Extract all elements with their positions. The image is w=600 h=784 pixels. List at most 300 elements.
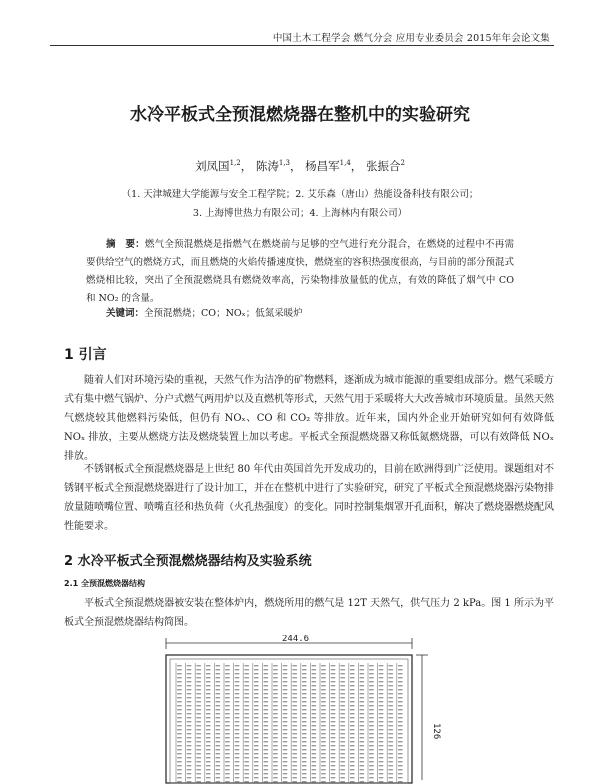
flame-port xyxy=(225,737,230,738)
flame-port xyxy=(254,713,259,714)
flame-port xyxy=(283,697,288,698)
flame-port xyxy=(244,749,249,750)
flame-port xyxy=(283,749,288,750)
flame-port xyxy=(235,781,240,782)
flame-port xyxy=(235,717,240,718)
flame-port xyxy=(264,721,269,722)
flame-port xyxy=(360,721,365,722)
flame-port xyxy=(187,769,192,770)
flame-port xyxy=(350,741,355,742)
flame-port xyxy=(369,777,374,778)
flame-port xyxy=(216,729,221,730)
author-2: 陈涛$^{1,3}$ xyxy=(255,159,290,173)
flame-port xyxy=(206,761,211,762)
flame-port xyxy=(321,689,326,690)
flame-port xyxy=(273,769,278,770)
flame-port xyxy=(398,765,403,766)
flame-port xyxy=(369,689,374,690)
flame-port xyxy=(235,677,240,678)
flame-port xyxy=(283,673,288,674)
flame-port xyxy=(273,697,278,698)
flame-port xyxy=(379,665,384,666)
flame-port xyxy=(312,697,317,698)
flame-port xyxy=(369,693,374,694)
flame-port xyxy=(379,705,384,706)
flame-port xyxy=(244,685,249,686)
flame-port-column xyxy=(387,663,393,783)
flame-port xyxy=(206,777,211,778)
flame-port xyxy=(388,721,393,722)
flame-port xyxy=(388,757,393,758)
flame-port xyxy=(244,753,249,754)
flame-port xyxy=(321,781,326,782)
flame-port xyxy=(340,769,345,770)
flame-port xyxy=(264,681,269,682)
flame-port xyxy=(292,689,297,690)
flame-port xyxy=(350,705,355,706)
flame-port xyxy=(244,733,249,734)
flame-port xyxy=(254,753,259,754)
flame-port xyxy=(196,773,201,774)
flame-port xyxy=(340,713,345,714)
flame-port xyxy=(254,693,259,694)
flame-port xyxy=(379,773,384,774)
flame-port xyxy=(302,705,307,706)
author-1: 刘凤国$^{1,2}$ xyxy=(195,159,241,173)
flame-port xyxy=(379,669,384,670)
flame-port xyxy=(398,769,403,770)
flame-port xyxy=(225,757,230,758)
flame-port xyxy=(187,705,192,706)
flame-port xyxy=(340,773,345,774)
flame-port xyxy=(283,709,288,710)
flame-port xyxy=(254,701,259,702)
flame-port xyxy=(187,693,192,694)
flame-port xyxy=(369,705,374,706)
flame-port xyxy=(369,673,374,674)
flame-port xyxy=(177,669,182,670)
flame-port xyxy=(235,741,240,742)
flame-port xyxy=(273,761,278,762)
flame-port xyxy=(379,733,384,734)
flame-port xyxy=(206,733,211,734)
flame-port xyxy=(177,729,182,730)
flame-port xyxy=(398,697,403,698)
flame-port xyxy=(340,685,345,686)
flame-port xyxy=(216,701,221,702)
flame-port xyxy=(196,741,201,742)
flame-port xyxy=(360,745,365,746)
section-1-heading: 1 引言 xyxy=(64,347,107,363)
flame-port xyxy=(264,741,269,742)
flame-port xyxy=(379,769,384,770)
flame-port-column xyxy=(339,663,345,783)
flame-port xyxy=(388,681,393,682)
flame-port xyxy=(340,741,345,742)
flame-port xyxy=(388,669,393,670)
flame-port xyxy=(196,665,201,666)
flame-port xyxy=(187,753,192,754)
flame-port xyxy=(331,729,336,730)
flame-port xyxy=(292,681,297,682)
flame-port xyxy=(369,721,374,722)
flame-port xyxy=(196,729,201,730)
flame-port xyxy=(350,765,355,766)
flame-port xyxy=(360,669,365,670)
flame-port xyxy=(302,733,307,734)
flame-port xyxy=(350,665,355,666)
flame-port xyxy=(331,761,336,762)
flame-port xyxy=(264,745,269,746)
flame-port xyxy=(340,693,345,694)
flame-port xyxy=(196,761,201,762)
flame-port xyxy=(177,673,182,674)
flame-port xyxy=(398,705,403,706)
flame-port xyxy=(292,741,297,742)
flame-port xyxy=(216,721,221,722)
flame-port xyxy=(292,717,297,718)
flame-port xyxy=(292,705,297,706)
flame-port xyxy=(283,689,288,690)
flame-port xyxy=(206,669,211,670)
flame-port-column xyxy=(176,663,182,783)
flame-port xyxy=(225,713,230,714)
flame-port xyxy=(264,717,269,718)
flame-port xyxy=(292,665,297,666)
flame-port xyxy=(273,729,278,730)
flame-port xyxy=(264,733,269,734)
author-list: 刘凤国$^{1,2}$， 陈涛$^{1,3}$， 杨昌军$^{1,4}$， 张振合$^2$ xyxy=(195,159,405,173)
flame-port xyxy=(187,725,192,726)
flame-port xyxy=(292,765,297,766)
flame-port xyxy=(321,753,326,754)
flame-port xyxy=(177,721,182,722)
flame-port xyxy=(369,717,374,718)
flame-port xyxy=(206,713,211,714)
flame-port xyxy=(225,689,230,690)
flame-port xyxy=(235,769,240,770)
flame-port xyxy=(302,681,307,682)
flame-port xyxy=(216,693,221,694)
flame-port xyxy=(206,737,211,738)
flame-port xyxy=(283,665,288,666)
flame-port xyxy=(187,717,192,718)
flame-port xyxy=(244,665,249,666)
flame-port xyxy=(235,681,240,682)
flame-port-column xyxy=(378,663,384,783)
paper-title: 水冷平板式全预混燃烧器在整机中的实验研究 xyxy=(130,105,470,125)
flame-port-column xyxy=(320,663,326,783)
flame-port xyxy=(321,733,326,734)
flame-port xyxy=(196,745,201,746)
flame-port xyxy=(312,745,317,746)
flame-port xyxy=(254,725,259,726)
flame-port xyxy=(312,737,317,738)
flame-port xyxy=(225,725,230,726)
flame-port xyxy=(340,749,345,750)
flame-port xyxy=(187,733,192,734)
width-dimension-label: 244.6 xyxy=(282,635,310,644)
flame-port xyxy=(187,749,192,750)
flame-port xyxy=(360,725,365,726)
flame-port xyxy=(360,705,365,706)
flame-port xyxy=(177,681,182,682)
flame-port xyxy=(340,697,345,698)
flame-port xyxy=(388,733,393,734)
flame-port xyxy=(388,685,393,686)
flame-port xyxy=(302,665,307,666)
flame-port-column xyxy=(205,663,211,783)
flame-port xyxy=(350,673,355,674)
flame-port xyxy=(360,701,365,702)
flame-port xyxy=(388,741,393,742)
affiliations-line-1: （1. 天津城建大学能源与安全工程学院；2. 艾乐森（唐山）热能设备科技有限公司； xyxy=(121,189,479,200)
flame-port xyxy=(264,677,269,678)
flame-port xyxy=(350,769,355,770)
flame-port xyxy=(254,777,259,778)
flame-port xyxy=(398,677,403,678)
flame-port xyxy=(388,729,393,730)
flame-port xyxy=(321,693,326,694)
flame-port xyxy=(331,781,336,782)
flame-port xyxy=(388,777,393,778)
flame-port xyxy=(292,721,297,722)
flame-port xyxy=(244,725,249,726)
flame-port xyxy=(360,765,365,766)
flame-port xyxy=(292,709,297,710)
flame-port xyxy=(292,757,297,758)
flame-port xyxy=(369,761,374,762)
section-1-paragraph-2: 不锈钢板式全预混燃烧器是上世纪 80 年代由英国首先开发成功的，目前在欧洲得到广泛使用。课题组对不锈钢平板式全预混燃烧器进行了设计加工，并在在整机中进行了实验研究，研究了平板式全预混燃烧器污染物排放量随喷嘴位置、喷嘴直径和热负荷（火孔热强度）的变化。同时控制集烟罩开孔面积，解决了燃烧器燃烧配风性能要求。 xyxy=(64,464,554,532)
flame-port xyxy=(398,737,403,738)
flame-port xyxy=(283,701,288,702)
author-4: 张振合$^2$ xyxy=(365,159,405,173)
flame-port xyxy=(350,713,355,714)
flame-port xyxy=(312,673,317,674)
flame-port xyxy=(216,757,221,758)
flame-port xyxy=(206,725,211,726)
flame-port xyxy=(264,765,269,766)
flame-port xyxy=(264,689,269,690)
flame-port xyxy=(196,721,201,722)
flame-port xyxy=(283,745,288,746)
flame-port xyxy=(321,757,326,758)
flame-port xyxy=(292,745,297,746)
flame-port xyxy=(196,725,201,726)
flame-port-column xyxy=(195,663,201,783)
flame-port xyxy=(254,673,259,674)
flame-port xyxy=(216,669,221,670)
flame-port xyxy=(331,721,336,722)
flame-port-column xyxy=(234,663,240,783)
flame-port xyxy=(206,773,211,774)
flame-port xyxy=(177,745,182,746)
flame-port xyxy=(350,729,355,730)
flame-port xyxy=(177,757,182,758)
flame-port xyxy=(350,689,355,690)
flame-port xyxy=(283,773,288,774)
flame-port-column xyxy=(397,663,403,783)
flame-port xyxy=(331,725,336,726)
flame-port xyxy=(369,681,374,682)
flame-port xyxy=(379,693,384,694)
flame-port xyxy=(283,753,288,754)
flame-port xyxy=(283,757,288,758)
flame-port xyxy=(273,737,278,738)
flame-port-column xyxy=(368,663,374,783)
flame-port-column xyxy=(291,663,297,783)
flame-port xyxy=(360,697,365,698)
flame-port xyxy=(225,741,230,742)
flame-port xyxy=(216,769,221,770)
flame-port xyxy=(340,677,345,678)
flame-port xyxy=(196,781,201,782)
flame-port-column xyxy=(310,663,316,783)
flame-port xyxy=(177,705,182,706)
flame-port xyxy=(196,737,201,738)
flame-port xyxy=(369,665,374,666)
flame-port xyxy=(254,737,259,738)
flame-port xyxy=(273,673,278,674)
flame-port xyxy=(331,745,336,746)
flame-port xyxy=(340,725,345,726)
flame-port xyxy=(340,753,345,754)
flame-port xyxy=(244,741,249,742)
flame-port xyxy=(216,689,221,690)
flame-port xyxy=(321,741,326,742)
flame-port-columns xyxy=(176,663,403,783)
flame-port xyxy=(273,717,278,718)
flame-port xyxy=(379,709,384,710)
flame-port xyxy=(206,665,211,666)
flame-port xyxy=(398,773,403,774)
flame-port xyxy=(244,669,249,670)
flame-port xyxy=(254,717,259,718)
flame-port xyxy=(350,669,355,670)
flame-port xyxy=(312,669,317,670)
flame-port xyxy=(302,701,307,702)
flame-port xyxy=(187,709,192,710)
flame-port xyxy=(225,717,230,718)
flame-port xyxy=(254,757,259,758)
flame-port xyxy=(379,697,384,698)
flame-port xyxy=(350,781,355,782)
flame-port xyxy=(216,697,221,698)
flame-port xyxy=(360,741,365,742)
flame-port xyxy=(350,733,355,734)
flame-port xyxy=(196,697,201,698)
flame-port xyxy=(206,765,211,766)
flame-port xyxy=(225,697,230,698)
flame-port xyxy=(225,753,230,754)
flame-port xyxy=(187,773,192,774)
flame-port xyxy=(264,685,269,686)
flame-port xyxy=(206,705,211,706)
flame-port xyxy=(302,773,307,774)
flame-port xyxy=(350,709,355,710)
flame-port xyxy=(225,709,230,710)
flame-port xyxy=(321,709,326,710)
flame-port xyxy=(254,685,259,686)
flame-port xyxy=(331,749,336,750)
flame-port xyxy=(196,685,201,686)
flame-port xyxy=(388,677,393,678)
flame-port xyxy=(379,689,384,690)
flame-port xyxy=(225,777,230,778)
flame-port xyxy=(254,741,259,742)
flame-port xyxy=(340,737,345,738)
flame-port xyxy=(321,669,326,670)
flame-port xyxy=(292,773,297,774)
flame-port xyxy=(225,693,230,694)
flame-port xyxy=(331,777,336,778)
flame-port xyxy=(321,677,326,678)
flame-port xyxy=(292,781,297,782)
flame-port xyxy=(254,677,259,678)
flame-port xyxy=(331,665,336,666)
keywords xyxy=(106,305,514,319)
flame-port xyxy=(235,753,240,754)
flame-port xyxy=(388,765,393,766)
flame-port xyxy=(360,685,365,686)
flame-port xyxy=(177,665,182,666)
flame-port xyxy=(244,701,249,702)
flame-port xyxy=(302,729,307,730)
flame-port xyxy=(331,741,336,742)
flame-port xyxy=(264,777,269,778)
flame-port xyxy=(292,761,297,762)
flame-port xyxy=(398,669,403,670)
flame-port xyxy=(388,709,393,710)
flame-port xyxy=(225,685,230,686)
flame-port xyxy=(398,709,403,710)
flame-port xyxy=(273,721,278,722)
flame-port xyxy=(398,749,403,750)
flame-port xyxy=(273,713,278,714)
flame-port xyxy=(360,761,365,762)
flame-port xyxy=(244,745,249,746)
flame-port xyxy=(177,737,182,738)
flame-port xyxy=(350,685,355,686)
flame-port xyxy=(398,689,403,690)
flame-port xyxy=(331,681,336,682)
flame-port xyxy=(321,665,326,666)
flame-port xyxy=(292,733,297,734)
flame-port xyxy=(225,705,230,706)
flame-port xyxy=(379,761,384,762)
section-2-paragraph-1: 平板式全预混燃烧器被安装在整体炉内，燃烧所用的燃气是 12T 天然气，供气压力 2 kPa。图 1 所示为平板式全预混燃烧器结构简图。 xyxy=(64,598,554,628)
flame-port xyxy=(225,761,230,762)
flame-port xyxy=(331,757,336,758)
flame-port-column xyxy=(224,663,230,783)
running-header: 中国土木工程学会 燃气分会 应用专业委员会 2015年年会论文集 xyxy=(272,33,550,44)
flame-port xyxy=(331,705,336,706)
flame-port xyxy=(254,669,259,670)
flame-port xyxy=(206,753,211,754)
flame-port xyxy=(292,725,297,726)
flame-port xyxy=(196,733,201,734)
flame-port xyxy=(235,697,240,698)
flame-port xyxy=(196,713,201,714)
flame-port xyxy=(369,733,374,734)
flame-port xyxy=(379,725,384,726)
flame-port xyxy=(312,689,317,690)
flame-port xyxy=(388,717,393,718)
flame-port xyxy=(244,777,249,778)
flame-port xyxy=(398,713,403,714)
flame-port xyxy=(206,757,211,758)
flame-port xyxy=(187,737,192,738)
